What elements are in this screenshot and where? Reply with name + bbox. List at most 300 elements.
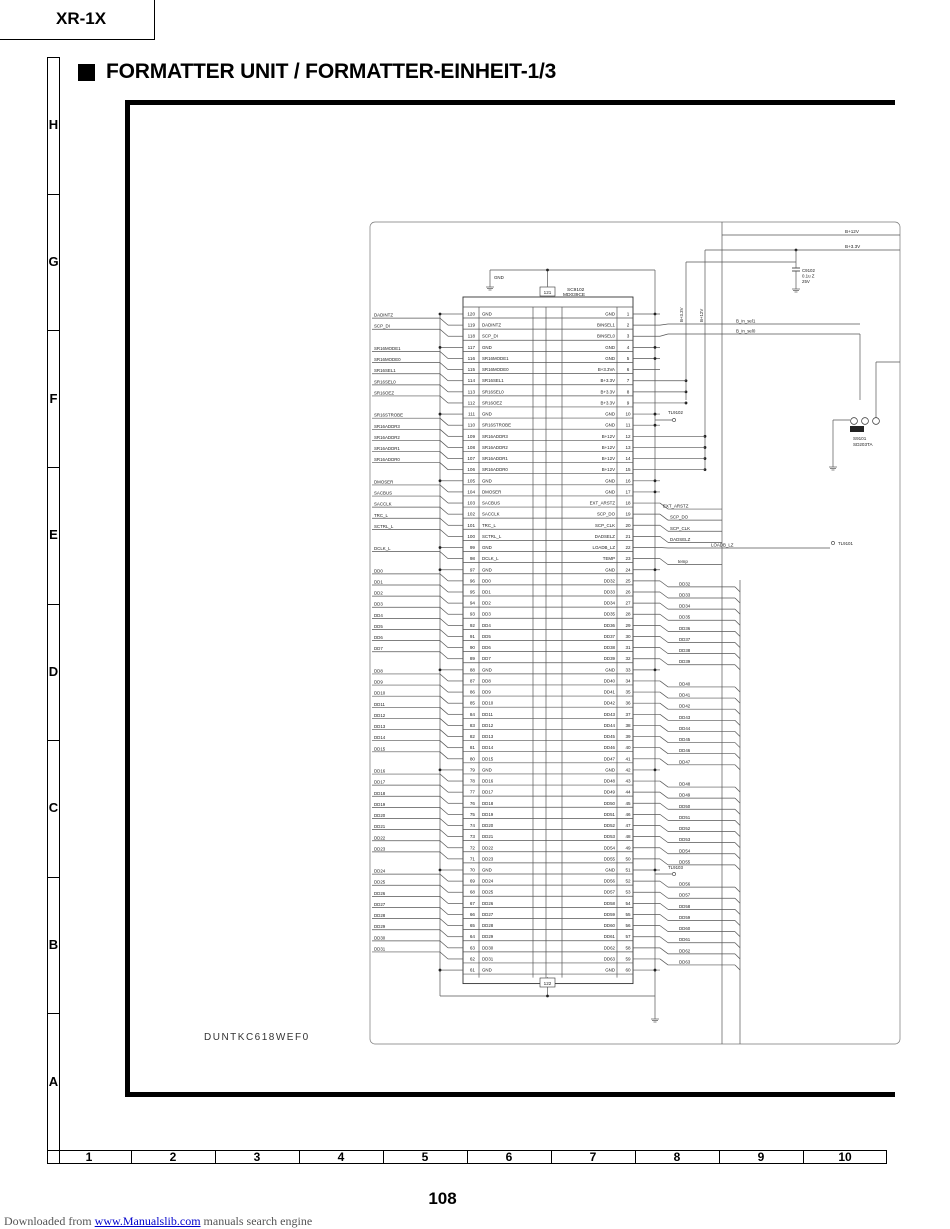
net-label: DD29 — [374, 924, 386, 930]
pin-number: 39 — [625, 734, 631, 740]
pin-name: GND — [482, 478, 492, 484]
net-label: DD48 — [679, 781, 691, 787]
net-wire — [440, 507, 448, 514]
switch-reference: S9101 — [853, 436, 867, 441]
net-wire — [735, 642, 740, 647]
column-label-1: 1 — [85, 1150, 93, 1164]
pin-name: GND — [605, 767, 615, 773]
net-label: SCP_DI — [374, 323, 390, 329]
pin-number: 40 — [625, 745, 631, 751]
pin-name: DD36 — [603, 622, 615, 628]
pin-number: 111 — [468, 411, 475, 417]
ic-part-number: MD039CE — [563, 293, 586, 298]
pin-number: 28 — [625, 611, 631, 617]
column-label-8: 8 — [673, 1150, 681, 1164]
net-wire — [660, 892, 668, 898]
pin-name: DD1 — [482, 589, 491, 595]
net-label: DD26 — [374, 890, 386, 896]
pin-number: 98 — [469, 556, 475, 562]
switch-body-icon — [850, 426, 864, 432]
pin-number: 22 — [625, 545, 631, 551]
pin-number: 16 — [625, 478, 631, 484]
junction-dot — [439, 346, 442, 349]
pin-name: DD53 — [603, 834, 615, 840]
net-label: SR16ADDR1 — [374, 446, 400, 452]
pin-name: BINSEL1 — [596, 322, 615, 328]
pin-name: GND — [482, 411, 492, 417]
pin-number: 73 — [469, 834, 475, 840]
net-label: DD37 — [679, 636, 691, 642]
junction-dot — [439, 479, 442, 482]
pin-number: 3 — [626, 333, 630, 339]
pin-name: GND — [605, 355, 615, 361]
net-label: DD39 — [679, 659, 691, 665]
net-label: DD5 — [374, 623, 383, 629]
switch-terminal — [851, 418, 858, 425]
pin-number: 2 — [626, 322, 630, 328]
net-label: DD7 — [374, 646, 383, 652]
net-wire — [735, 720, 740, 725]
net-label: SR16ADDR2 — [374, 434, 400, 440]
pin-number: 34 — [625, 678, 631, 684]
net-wire — [660, 334, 668, 336]
net-wire — [440, 896, 448, 903]
pin-name: DD11 — [482, 711, 493, 717]
junction-dot — [654, 491, 657, 494]
net-wire — [440, 418, 448, 425]
net-wire — [660, 659, 668, 665]
net-label: DD16 — [374, 768, 386, 774]
pin-name: DD34 — [603, 600, 615, 606]
pin-name: DD61 — [603, 934, 615, 940]
net-label: DD47 — [679, 759, 691, 765]
pin-number: 23 — [625, 556, 631, 562]
net-label: DD13 — [374, 724, 386, 730]
net-label: SCTRL_L — [374, 523, 394, 529]
net-wire — [440, 907, 448, 914]
pin-number: 71 — [469, 856, 475, 862]
net-wire — [660, 759, 668, 765]
junction-dot — [654, 568, 657, 571]
pin-number: 68 — [469, 889, 475, 895]
net-wire — [440, 607, 448, 614]
net-wire — [660, 748, 668, 754]
net-label: DD24 — [374, 868, 386, 874]
net-label: DD62 — [679, 948, 691, 954]
pin-name: DD14 — [482, 745, 494, 751]
pin-name: DD57 — [603, 889, 615, 895]
pin-name: DD55 — [603, 856, 615, 862]
pin-number: 117 — [467, 344, 475, 350]
pin-name: B+12V — [601, 467, 615, 473]
pin-name: SR16ADDR1 — [482, 456, 508, 462]
pin-number: 95 — [469, 589, 475, 595]
net-label: DD43 — [679, 714, 691, 720]
ic-top-pin-number: 121 — [543, 290, 552, 295]
pin-number: 108 — [467, 444, 475, 450]
pin-name: SACBUS — [482, 500, 501, 506]
pin-number: 94 — [469, 600, 475, 606]
net-label: DD32 — [679, 581, 691, 587]
net-label: B_in_sel1 — [736, 318, 756, 324]
net-wire — [440, 329, 448, 336]
column-label-6: 6 — [505, 1150, 513, 1164]
net-label: DD1 — [374, 579, 383, 585]
net-wire — [440, 919, 448, 926]
pin-number: 10 — [625, 411, 631, 417]
bus-outline — [370, 222, 900, 1044]
pin-number: 44 — [625, 789, 631, 795]
page-title-text: FORMATTER UNIT / FORMATTER-EINHEIT-1/3 — [106, 60, 557, 83]
pin-number: 9 — [626, 400, 630, 406]
cap-value: 0.1u Z — [802, 273, 815, 279]
net-label: SR16OEZ — [374, 390, 395, 396]
net-label: TRC_L — [374, 512, 388, 518]
pin-number: 5 — [626, 355, 630, 361]
ic-bottom-pin-number: 122 — [543, 981, 552, 986]
net-label: DD57 — [679, 892, 691, 898]
pin-number: 46 — [625, 811, 631, 817]
pin-number: 36 — [625, 700, 631, 706]
page-number: 108 — [428, 1189, 457, 1208]
net-wire — [440, 429, 448, 436]
pin-number: 88 — [469, 667, 475, 673]
net-wire — [440, 730, 448, 737]
net-wire — [735, 587, 740, 592]
cap-voltage: 25V — [802, 279, 810, 284]
junction-dot — [439, 869, 442, 872]
pin-number: 83 — [469, 722, 475, 728]
pin-name: DD27 — [482, 911, 494, 917]
pin-name: DD42 — [603, 700, 615, 706]
net-wire — [735, 743, 740, 748]
net-wire — [660, 737, 668, 743]
net-wire — [735, 609, 740, 614]
net-label: DD30 — [374, 935, 386, 941]
pin-name: DD32 — [603, 578, 615, 584]
net-wire — [660, 948, 668, 954]
switch-part-number: SD203TA — [853, 442, 873, 447]
net-label: DADINTZ — [374, 312, 394, 318]
model-label: XR-1X — [56, 9, 107, 28]
net-wire — [440, 796, 448, 803]
pin-number: 60 — [625, 967, 631, 973]
pin-number: 109 — [467, 433, 475, 439]
pin-number: 51 — [625, 867, 631, 873]
pin-name: DD21 — [482, 834, 494, 840]
net-label: DD44 — [679, 725, 691, 731]
pin-name: DD31 — [482, 956, 494, 962]
pin-name: DD2 — [482, 600, 491, 606]
pin-name: DD15 — [482, 756, 494, 762]
pin-name: B+3.3V — [600, 400, 615, 406]
net-wire — [440, 396, 448, 403]
pin-name: DD62 — [603, 945, 615, 951]
pin-name: B+3.3V — [600, 389, 615, 395]
net-wire — [660, 914, 668, 920]
pin-name: SR16MODE1 — [482, 355, 509, 361]
pin-name: DD58 — [603, 900, 615, 906]
pin-name: SR16ADDR0 — [482, 467, 508, 473]
pin-name: DD17 — [482, 789, 494, 795]
net-label: DD0 — [374, 568, 383, 574]
net-wire — [440, 674, 448, 681]
net-label: SR16ADDR0 — [374, 457, 400, 463]
pin-name: DD7 — [482, 656, 491, 662]
net-label: DD42 — [679, 703, 691, 709]
pin-number: 18 — [625, 500, 631, 506]
net-wire — [735, 954, 740, 959]
pin-number: 87 — [469, 678, 475, 684]
pin-name: B+12V — [601, 444, 615, 450]
junction-dot — [439, 969, 442, 972]
test-point — [831, 541, 834, 544]
pin-number: 11 — [625, 422, 631, 428]
pin-name: DD8 — [482, 678, 491, 684]
net-wire — [660, 681, 668, 687]
net-wire — [440, 518, 448, 525]
net-label: SR16SEL1 — [374, 368, 396, 374]
pin-name: DD19 — [482, 811, 494, 817]
pin-number: 24 — [625, 567, 631, 573]
net-label: DD9 — [374, 679, 383, 685]
pin-name: DD51 — [603, 811, 615, 817]
net-wire — [440, 696, 448, 703]
net-wire — [440, 941, 448, 948]
pin-name: DD41 — [603, 689, 615, 695]
pin-name: SCP_CLK — [594, 522, 615, 528]
net-label: DMOSER — [374, 479, 394, 485]
junction-dot — [654, 413, 657, 416]
pin-number: 29 — [625, 622, 631, 628]
net-wire — [660, 826, 668, 832]
pin-number: 27 — [625, 600, 631, 606]
pin-number: 76 — [469, 800, 475, 806]
net-wire — [440, 930, 448, 937]
pin-number: 113 — [467, 389, 475, 395]
net-label: EXT_ARSTZ — [663, 503, 689, 509]
pin-name: DD24 — [482, 878, 494, 884]
net-wire — [660, 324, 668, 325]
net-label: SR16STROBE — [374, 412, 404, 418]
pin-name: DD12 — [482, 722, 494, 728]
row-label-d: D — [48, 663, 59, 679]
junction-dot — [439, 413, 442, 416]
pin-name: DD20 — [482, 823, 494, 829]
pin-name: DD0 — [482, 578, 491, 584]
switch-terminal — [873, 418, 880, 425]
net-wire — [440, 807, 448, 814]
pin-name: DD22 — [482, 845, 494, 851]
net-wire — [440, 552, 448, 559]
net-wire — [440, 641, 448, 648]
net-wire — [440, 440, 448, 447]
pin-number: 89 — [469, 656, 475, 662]
net-wire — [660, 725, 668, 731]
net-wire — [660, 703, 668, 709]
net-wire — [440, 574, 448, 581]
pin-name: GND — [482, 967, 492, 973]
pin-number: 48 — [625, 834, 631, 840]
pin-number: 15 — [625, 467, 631, 473]
pin-number: 97 — [469, 567, 475, 573]
pin-name: SR16STROBE — [482, 422, 512, 428]
net-label: DD10 — [374, 690, 386, 696]
pin-number: 45 — [625, 800, 631, 806]
pin-number: 1 — [626, 311, 630, 317]
net-wire — [440, 496, 448, 503]
pin-number: 58 — [625, 945, 631, 951]
net-wire — [735, 932, 740, 937]
net-wire — [660, 625, 668, 631]
net-label: DD28 — [374, 913, 386, 919]
net-wire — [660, 525, 668, 531]
net-wire — [440, 685, 448, 692]
pin-number: 50 — [625, 856, 631, 862]
net-label: DCLK_L — [374, 546, 391, 552]
net-label: SACCLK — [374, 501, 392, 507]
net-label: DD52 — [679, 826, 691, 832]
pin-name: GND — [482, 344, 492, 350]
pin-name: B+3.3V — [600, 378, 615, 384]
pin-name: DD16 — [482, 778, 494, 784]
net-label: DD4 — [374, 612, 383, 618]
footer-link[interactable]: www.Manualslib.com — [94, 1214, 201, 1228]
net-wire — [735, 965, 740, 970]
net-wire — [660, 937, 668, 943]
pin-number: 99 — [469, 545, 475, 551]
pin-number: 66 — [469, 911, 475, 917]
net-label: temp — [678, 559, 688, 565]
pin-number: 25 — [625, 578, 631, 584]
pin-name: DD13 — [482, 734, 494, 740]
pin-name: GND — [482, 545, 492, 551]
pin-number: 91 — [469, 633, 475, 639]
net-wire — [660, 581, 668, 587]
pin-number: 47 — [625, 823, 631, 829]
net-wire — [440, 318, 448, 325]
net-wire — [440, 785, 448, 792]
pin-name: LOADB_LZ — [592, 545, 615, 551]
pin-name: DD43 — [603, 711, 615, 717]
pin-number: 81 — [469, 745, 475, 751]
net-label: DD38 — [679, 648, 691, 654]
net-label: DD55 — [679, 859, 691, 865]
pin-name: DD59 — [603, 911, 615, 917]
net-wire — [660, 792, 668, 798]
pin-number: 93 — [469, 611, 475, 617]
pin-number: 54 — [625, 900, 631, 906]
pin-name: SCP_DO — [596, 511, 615, 517]
rail-label-vertical: B+3.3V — [679, 307, 684, 322]
pin-number: 67 — [469, 900, 475, 906]
pin-name: DD52 — [603, 823, 615, 829]
pin-number: 30 — [625, 633, 631, 639]
net-wire — [440, 707, 448, 714]
pin-number: 62 — [469, 956, 475, 962]
net-label: SCP_CLK — [670, 525, 691, 531]
pin-name: DD44 — [603, 722, 615, 728]
pin-number: 100 — [467, 533, 475, 539]
test-point — [672, 872, 675, 875]
pin-number: 12 — [625, 433, 631, 439]
net-wire — [440, 374, 448, 381]
pin-number: 13 — [625, 444, 631, 450]
pin-name: DMOSER — [482, 489, 502, 495]
net-wire — [735, 943, 740, 948]
net-wire — [660, 592, 668, 598]
net-wire — [440, 830, 448, 837]
pin-number: 115 — [467, 367, 475, 373]
test-point — [672, 418, 675, 421]
pin-number: 32 — [625, 656, 631, 662]
net-wire — [660, 903, 668, 909]
row-label-e: E — [49, 527, 58, 543]
pin-number: 101 — [467, 522, 475, 528]
pin-name: TEMP — [602, 556, 615, 562]
junction-dot — [439, 568, 442, 571]
net-wire — [660, 848, 668, 854]
junction-dot — [546, 995, 549, 998]
net-label: DD20 — [374, 813, 386, 819]
net-label: LOADB_LZ — [711, 542, 734, 548]
pin-number: 92 — [469, 622, 475, 628]
pin-name: DD50 — [603, 800, 615, 806]
junction-dot — [654, 969, 657, 972]
pin-number: 26 — [625, 589, 631, 595]
pin-name: GND — [482, 867, 492, 873]
pin-number: 69 — [469, 878, 475, 884]
net-wire — [735, 909, 740, 914]
net-wire — [660, 837, 668, 843]
net-wire — [440, 852, 448, 859]
pin-name: DD33 — [603, 589, 615, 595]
rail-label: B+12V — [845, 229, 859, 234]
pin-name: SCTRL_L — [482, 533, 502, 539]
pin-name: DD45 — [603, 734, 615, 740]
net-label: DD3 — [374, 601, 383, 607]
pin-name: DD60 — [603, 923, 615, 929]
pin-name: DD37 — [603, 633, 615, 639]
test-point-label: TL9103 — [668, 865, 683, 870]
column-label-4: 4 — [337, 1150, 345, 1164]
net-wire — [660, 926, 668, 932]
net-wire — [440, 529, 448, 536]
net-wire — [440, 741, 448, 748]
net-label: DD22 — [374, 835, 386, 841]
pin-number: 104 — [467, 489, 475, 495]
pin-name: DD5 — [482, 633, 491, 639]
net-wire — [735, 598, 740, 603]
pin-name: DD38 — [603, 645, 615, 651]
pin-name: DD10 — [482, 700, 494, 706]
net-label: DD21 — [374, 824, 386, 830]
pin-number: 85 — [469, 700, 475, 706]
net-label: DD27 — [374, 901, 386, 907]
pin-number: 102 — [467, 511, 475, 517]
junction-dot — [654, 357, 657, 360]
junction-dot — [439, 313, 442, 316]
net-label: DD25 — [374, 879, 386, 885]
pin-name: EXT_ARSTZ — [589, 500, 615, 506]
junction-dot — [654, 668, 657, 671]
pin-number: 17 — [625, 489, 631, 495]
net-wire — [735, 754, 740, 759]
net-label: DD45 — [679, 737, 691, 743]
pin-name: SCP_DI — [482, 333, 498, 339]
net-wire — [660, 803, 668, 809]
junction-dot — [654, 769, 657, 772]
